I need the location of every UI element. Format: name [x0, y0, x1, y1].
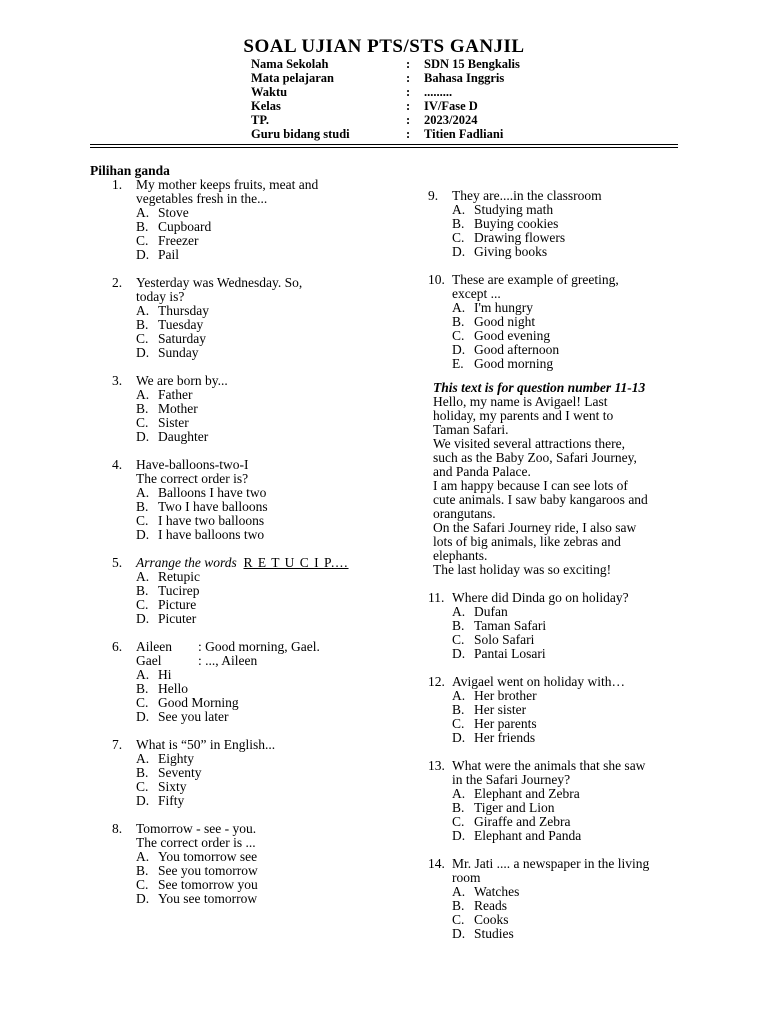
question-1 [112, 178, 362, 262]
option-a [136, 304, 362, 318]
stem-line: What were the animals that she saw [452, 758, 646, 773]
option-d [136, 346, 362, 360]
option-text: Balloons I have two [158, 485, 267, 500]
passage-line: orangutans. [433, 506, 496, 521]
option-text: I have two balloons [158, 513, 265, 528]
option-letter: C. [452, 814, 465, 829]
option-c [136, 332, 362, 346]
option-text: I have balloons two [158, 527, 265, 542]
option-text: You see tomorrow [158, 891, 258, 906]
option-a [136, 486, 362, 500]
option-text: Picture [158, 597, 197, 612]
question-9 [428, 189, 683, 259]
stem-line: They are....in the classroom [452, 188, 602, 203]
option-letter: C. [136, 597, 149, 612]
option-letter: D. [452, 730, 466, 745]
question-3 [112, 374, 362, 444]
option-text: See tomorrow you [158, 877, 258, 892]
stem-line: My mother keeps fruits, meat and [136, 177, 319, 192]
option-letter: E. [452, 356, 464, 371]
question-6 [112, 640, 362, 724]
question-number: 11. [428, 590, 445, 605]
option-letter: D. [136, 429, 150, 444]
option-letter: C. [136, 877, 149, 892]
option-d [452, 927, 683, 941]
reading-passage [428, 395, 683, 577]
option-text: Her friends [474, 730, 536, 745]
option-a [136, 850, 362, 864]
stem-line: in the Safari Journey? [452, 772, 571, 787]
header-divider-top [90, 144, 678, 145]
speech: : Good morning, Gael. [198, 639, 320, 654]
option-a [136, 570, 362, 584]
info-colon: : [406, 57, 411, 71]
option-d [452, 343, 683, 357]
option-b [136, 500, 362, 514]
question-number: 14. [428, 856, 445, 871]
passage-line: such as the Baby Zoo, Safari Journey, [433, 450, 637, 465]
option-letter: A. [452, 202, 466, 217]
option-text: Two I have balloons [158, 499, 268, 514]
section-title: Pilihan ganda [90, 163, 170, 178]
option-letter: B. [452, 216, 465, 231]
info-colon: : [406, 99, 411, 113]
info-label: Waktu [251, 85, 288, 99]
option-text: Hi [158, 667, 172, 682]
option-text: Stove [158, 205, 189, 220]
question-11 [428, 591, 683, 661]
question-stem [428, 857, 683, 885]
option-c [136, 878, 362, 892]
exam-title: SOAL UJIAN PTS/STS GANJIL [243, 36, 525, 57]
option-b [452, 217, 683, 231]
option-text: Elephant and Panda [474, 828, 582, 843]
option-b [452, 899, 683, 913]
option-letter: C. [452, 328, 465, 343]
option-text: Tiger and Lion [474, 800, 555, 815]
options-list [112, 668, 362, 724]
options-list [112, 486, 362, 542]
question-stem [112, 556, 362, 570]
question-10 [428, 273, 683, 371]
info-value: IV/Fase D [424, 99, 478, 113]
option-a [136, 388, 362, 402]
option-c [452, 231, 683, 245]
option-text: Drawing flowers [474, 230, 566, 245]
option-letter: D. [136, 345, 150, 360]
option-text: Buying cookies [474, 216, 559, 231]
passage-line: cute animals. I saw baby kangaroos and [433, 492, 648, 507]
speech: : ..., Aileen [198, 653, 258, 668]
option-text: Pantai Losari [474, 646, 546, 661]
option-text: Giving books [474, 244, 548, 259]
info-value: 2023/2024 [424, 113, 478, 127]
option-letter: A. [136, 485, 150, 500]
option-letter: A. [136, 387, 150, 402]
options-list [428, 605, 683, 661]
option-e [452, 357, 683, 371]
question-number: 7. [112, 737, 123, 752]
option-text: Cooks [474, 912, 509, 927]
left-column [112, 178, 362, 920]
option-b [136, 766, 362, 780]
option-letter: C. [452, 632, 465, 647]
option-text: Sunday [158, 345, 199, 360]
option-text: Reads [474, 898, 507, 913]
question-stem [428, 189, 683, 203]
option-c [136, 416, 362, 430]
option-letter: D. [136, 247, 150, 262]
option-letter: A. [452, 884, 466, 899]
option-text: Seventy [158, 765, 202, 780]
option-d [136, 794, 362, 808]
question-stem [112, 178, 362, 206]
option-letter: C. [136, 695, 149, 710]
options-list [428, 885, 683, 941]
option-text: Sister [158, 415, 189, 430]
option-text: You tomorrow see [158, 849, 258, 864]
option-a [452, 885, 683, 899]
option-letter: D. [452, 342, 466, 357]
question-stem [112, 738, 362, 752]
option-letter: C. [452, 230, 465, 245]
option-d [452, 245, 683, 259]
stem-line: The correct order is? [136, 471, 249, 486]
stem-line: The correct order is ... [136, 835, 256, 850]
option-letter: B. [136, 219, 149, 234]
option-d [452, 647, 683, 661]
question-8 [112, 822, 362, 906]
option-d [136, 892, 362, 906]
options-list [112, 570, 362, 626]
option-text: Good night [474, 314, 536, 329]
option-a [136, 668, 362, 682]
option-b [136, 318, 362, 332]
option-c [452, 815, 683, 829]
question-stem [112, 458, 362, 486]
question-number: 9. [428, 188, 439, 203]
stem-line: Yesterday was Wednesday. So, [136, 275, 303, 290]
question-stem [428, 759, 683, 787]
option-c [136, 696, 362, 710]
option-letter: B. [136, 499, 149, 514]
passage-title: This text is for question number 11-13 [433, 380, 646, 395]
options-list [112, 206, 362, 262]
option-b [452, 315, 683, 329]
option-text: Watches [474, 884, 520, 899]
speaker: Aileen [136, 639, 172, 654]
option-text: Sixty [158, 779, 187, 794]
option-b [452, 619, 683, 633]
option-c [452, 633, 683, 647]
stem-line: Tomorrow - see - you. [136, 821, 257, 836]
option-letter: B. [452, 314, 465, 329]
question-number: 3. [112, 373, 123, 388]
option-text: Tuesday [158, 317, 204, 332]
stem-line: room [452, 870, 481, 885]
question-stem [428, 591, 683, 605]
passage-line: and Panda Palace. [433, 464, 531, 479]
option-text: Studies [474, 926, 514, 941]
options-list [112, 752, 362, 808]
option-letter: A. [452, 604, 466, 619]
option-b [452, 703, 683, 717]
option-letter: D. [136, 793, 150, 808]
info-label: Nama Sekolah [251, 57, 329, 71]
question-4 [112, 458, 362, 542]
stem-line: What is “50” in English... [136, 737, 276, 752]
option-d [136, 248, 362, 262]
option-letter: A. [136, 849, 150, 864]
option-letter: B. [136, 681, 149, 696]
option-letter: A. [452, 688, 466, 703]
option-text: Mother [158, 401, 198, 416]
option-text: I'm hungry [474, 300, 534, 315]
question-number: 4. [112, 457, 123, 472]
option-letter: D. [136, 611, 150, 626]
option-c [136, 780, 362, 794]
option-letter: A. [452, 786, 466, 801]
option-letter: D. [136, 527, 150, 542]
option-text: Tucirep [158, 583, 200, 598]
option-letter: B. [136, 765, 149, 780]
question-7 [112, 738, 362, 808]
question-number: 2. [112, 275, 123, 290]
info-colon: : [406, 71, 411, 85]
option-letter: D. [136, 709, 150, 724]
option-letter: A. [136, 667, 150, 682]
passage-line: lots of big animals, like zebras and [433, 534, 621, 549]
option-letter: A. [136, 205, 150, 220]
option-text: Eighty [158, 751, 194, 766]
option-text: Good morning [474, 356, 554, 371]
option-text: Fifty [158, 793, 185, 808]
passage-line: Taman Safari. [433, 422, 509, 437]
question-number: 13. [428, 758, 445, 773]
options-list [112, 388, 362, 444]
info-value: SDN 15 Bengkalis [424, 57, 520, 71]
info-value: Titien Fadliani [424, 127, 504, 141]
question-12 [428, 675, 683, 745]
option-letter: D. [452, 926, 466, 941]
option-text: Solo Safari [474, 632, 535, 647]
option-b [136, 682, 362, 696]
passage-line: We visited several attractions there, [433, 436, 625, 451]
option-text: Giraffe and Zebra [474, 814, 571, 829]
option-letter: A. [452, 300, 466, 315]
option-d [452, 731, 683, 745]
option-text: Elephant and Zebra [474, 786, 580, 801]
info-colon: : [406, 127, 411, 141]
option-text: Good afternoon [474, 342, 560, 357]
passage-line: The last holiday was so exciting! [433, 562, 612, 577]
option-a [452, 689, 683, 703]
stem-line: today is? [136, 289, 185, 304]
dialog-line [112, 640, 362, 654]
options-list [428, 203, 683, 259]
stem-line: except ... [452, 286, 501, 301]
options-list [428, 689, 683, 745]
right-column [428, 189, 683, 955]
question-number: 10. [428, 272, 445, 287]
options-list [428, 301, 683, 371]
option-text: Cupboard [158, 219, 212, 234]
option-letter: B. [452, 702, 465, 717]
passage-line: Hello, my name is Avigael! Last [433, 394, 608, 409]
option-b [136, 584, 362, 598]
option-b [136, 402, 362, 416]
option-letter: D. [452, 244, 466, 259]
option-letter: D. [452, 828, 466, 843]
option-c [452, 329, 683, 343]
speaker: Gael [136, 653, 162, 668]
option-text: Her brother [474, 688, 537, 703]
option-b [452, 801, 683, 815]
options-list [112, 304, 362, 360]
info-value: ......... [424, 85, 453, 99]
option-text: Hello [158, 681, 188, 696]
option-letter: C. [136, 233, 149, 248]
option-letter: A. [136, 751, 150, 766]
option-letter: C. [452, 716, 465, 731]
info-label: Guru bidang studi [251, 127, 350, 141]
option-text: Her parents [474, 716, 537, 731]
option-d [136, 710, 362, 724]
option-letter: C. [136, 779, 149, 794]
stem-line: Mr. Jati .... a newspaper in the living [452, 856, 650, 871]
option-b [136, 220, 362, 234]
option-letter: A. [136, 569, 150, 584]
info-colon: : [406, 113, 411, 127]
option-letter: A. [136, 303, 150, 318]
option-d [136, 528, 362, 542]
option-text: Her sister [474, 702, 527, 717]
question-number: 1. [112, 177, 123, 192]
header-divider-bottom [90, 147, 678, 148]
option-text: Picuter [158, 611, 197, 626]
option-d [136, 430, 362, 444]
question-number: 8. [112, 821, 123, 836]
dialog-line [112, 654, 362, 668]
option-letter: B. [136, 583, 149, 598]
option-text: Saturday [158, 331, 206, 346]
info-label: TP. [251, 113, 269, 127]
option-text: See you later [158, 709, 229, 724]
option-text: Pail [158, 247, 180, 262]
question-stem [428, 675, 683, 689]
stem-line: We are born by... [136, 373, 228, 388]
question-number: 6. [112, 639, 123, 654]
option-letter: C. [136, 331, 149, 346]
option-d [136, 612, 362, 626]
question-number: 12. [428, 674, 445, 689]
passage-line: elephants. [433, 548, 488, 563]
option-text: Good Morning [158, 695, 239, 710]
question-5 [112, 556, 362, 626]
option-a [136, 206, 362, 220]
stem-line: Where did Dinda go on holiday? [452, 590, 629, 605]
option-text: Daughter [158, 429, 209, 444]
option-letter: B. [452, 618, 465, 633]
question-14 [428, 857, 683, 941]
stem-line: Have-balloons-two-I [136, 457, 249, 472]
option-c [452, 717, 683, 731]
question-2 [112, 276, 362, 360]
option-text: See you tomorrow [158, 863, 258, 878]
option-text: Studying math [474, 202, 554, 217]
question-13 [428, 759, 683, 843]
option-c [452, 913, 683, 927]
stem-line: vegetables fresh in the... [136, 191, 268, 206]
stem-prompt: Arrange the words [136, 555, 237, 570]
question-stem [112, 276, 362, 304]
option-text: Freezer [158, 233, 199, 248]
info-colon: : [406, 85, 411, 99]
info-label: Mata pelajaran [251, 71, 334, 85]
option-text: Father [158, 387, 193, 402]
question-number: 5. [112, 555, 123, 570]
option-letter: B. [136, 401, 149, 416]
option-letter: B. [452, 898, 465, 913]
option-b [136, 864, 362, 878]
option-a [452, 605, 683, 619]
option-text: Good evening [474, 328, 551, 343]
option-text: Retupic [158, 569, 200, 584]
option-c [136, 514, 362, 528]
option-letter: C. [136, 415, 149, 430]
option-a [452, 787, 683, 801]
option-text: Thursday [158, 303, 209, 318]
option-letter: C. [452, 912, 465, 927]
question-stem [112, 374, 362, 388]
option-c [136, 598, 362, 612]
info-value: Bahasa Inggris [424, 71, 505, 85]
option-a [452, 301, 683, 315]
question-stem [428, 273, 683, 301]
stem-line: These are example of greeting, [452, 272, 619, 287]
info-label: Kelas [251, 99, 281, 113]
option-letter: B. [136, 863, 149, 878]
option-text: Dufan [474, 604, 508, 619]
option-d [452, 829, 683, 843]
option-letter: B. [452, 800, 465, 815]
option-a [452, 203, 683, 217]
option-letter: D. [136, 891, 150, 906]
option-a [136, 752, 362, 766]
passage-line: On the Safari Journey ride, I also saw [433, 520, 637, 535]
question-stem [112, 822, 362, 850]
passage-line: holiday, my parents and I went to [433, 408, 614, 423]
option-c [136, 234, 362, 248]
option-letter: C. [136, 513, 149, 528]
option-text: Taman Safari [474, 618, 547, 633]
option-letter: B. [136, 317, 149, 332]
stem-line: Avigael went on holiday with… [452, 674, 625, 689]
options-list [112, 850, 362, 906]
option-letter: D. [452, 646, 466, 661]
options-list [428, 787, 683, 843]
scrambled-word: R E T U C I P.... [243, 555, 349, 570]
passage-line: I am happy because I can see lots of [433, 478, 628, 493]
